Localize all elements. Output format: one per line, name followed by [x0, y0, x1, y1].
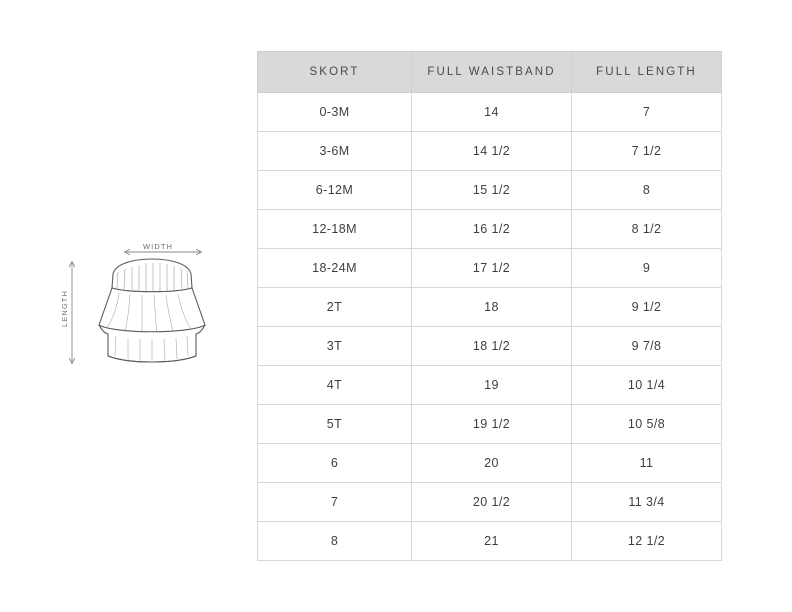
cell-waistband: 20	[412, 444, 572, 483]
cell-size: 12-18M	[258, 210, 412, 249]
table-row	[258, 249, 722, 288]
cell-length: 9	[572, 249, 722, 288]
cell-size: 0-3M	[258, 93, 412, 132]
cell-waistband: 15 1/2	[412, 171, 572, 210]
cell-waistband: 19 1/2	[412, 405, 572, 444]
table-row	[258, 444, 722, 483]
cell-length: 7 1/2	[572, 132, 722, 171]
cell-length: 11 3/4	[572, 483, 722, 522]
cell-size: 2T	[258, 288, 412, 327]
cell-size: 6	[258, 444, 412, 483]
cell-size: 3T	[258, 327, 412, 366]
cell-length: 11	[572, 444, 722, 483]
table-row	[258, 171, 722, 210]
cell-waistband: 18 1/2	[412, 327, 572, 366]
cell-waistband: 17 1/2	[412, 249, 572, 288]
table-header	[258, 52, 722, 93]
cell-waistband: 14 1/2	[412, 132, 572, 171]
cell-waistband: 16 1/2	[412, 210, 572, 249]
header-cell-size: SKORT	[258, 52, 412, 93]
cell-waistband: 18	[412, 288, 572, 327]
cell-size: 4T	[258, 366, 412, 405]
table-row	[258, 210, 722, 249]
cell-length: 9 1/2	[572, 288, 722, 327]
table-row	[258, 522, 722, 561]
header-cell-length: FULL LENGTH	[572, 52, 722, 93]
cell-length: 9 7/8	[572, 327, 722, 366]
table-row	[258, 93, 722, 132]
table-row	[258, 366, 722, 405]
table-row	[258, 132, 722, 171]
cell-waistband: 21	[412, 522, 572, 561]
header-cell-waistband: FULL WAISTBAND	[412, 52, 572, 93]
table-row	[258, 288, 722, 327]
table-body	[258, 93, 722, 561]
cell-length: 10 5/8	[572, 405, 722, 444]
cell-size: 7	[258, 483, 412, 522]
skort-illustration	[55, 230, 250, 390]
cell-size: 3-6M	[258, 132, 412, 171]
cell-size: 8	[258, 522, 412, 561]
cell-waistband: 20 1/2	[412, 483, 572, 522]
cell-length: 12 1/2	[572, 522, 722, 561]
cell-length: 7	[572, 93, 722, 132]
cell-waistband: 19	[412, 366, 572, 405]
length-measurement-label: LENGTH	[60, 289, 70, 328]
size-chart-table	[257, 51, 722, 561]
table-row	[258, 327, 722, 366]
cell-length: 10 1/4	[572, 366, 722, 405]
width-measurement-label: WIDTH	[143, 242, 174, 251]
cell-length: 8 1/2	[572, 210, 722, 249]
table-row	[258, 405, 722, 444]
cell-waistband: 14	[412, 93, 572, 132]
cell-size: 5T	[258, 405, 412, 444]
cell-length: 8	[572, 171, 722, 210]
header-row	[258, 52, 722, 93]
table-row	[258, 483, 722, 522]
cell-size: 18-24M	[258, 249, 412, 288]
skort-drawing	[55, 230, 250, 390]
cell-size: 6-12M	[258, 171, 412, 210]
